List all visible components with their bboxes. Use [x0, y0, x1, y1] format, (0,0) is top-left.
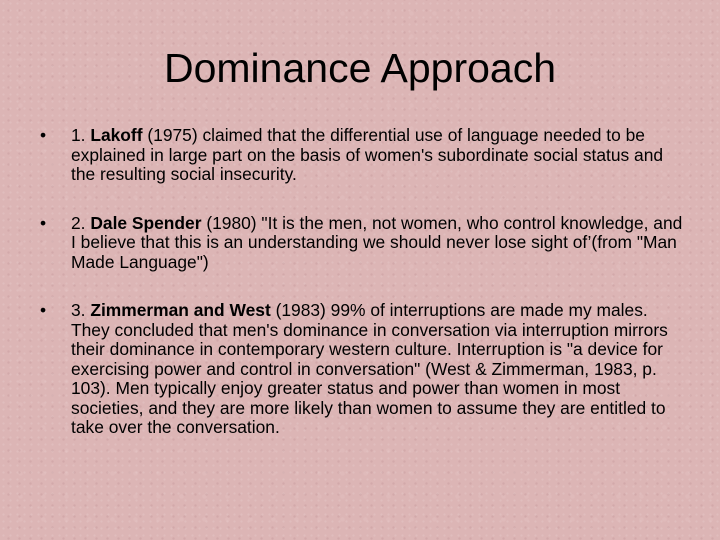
- bullet-item-zimmerman-west: [40, 301, 690, 438]
- bullet-list: [40, 126, 690, 467]
- bullet-dot-icon: •: [40, 125, 47, 145]
- bullet-item-spender: [40, 214, 690, 273]
- bullet-dot-icon: •: [40, 300, 47, 320]
- bullet-text: (1975) claimed that the differential use of language needed to be explained in large part on the basis of women's subordinate social status and the resulting social insecurity.: [71, 125, 664, 184]
- bullet-dot-icon: •: [40, 212, 47, 233]
- bullet-number: 1.: [71, 125, 91, 145]
- author-name: Zimmerman and West: [90, 300, 271, 320]
- bullet-text: (1980) "It is the men, not women, who control knowledge, and I believe that this is an understanding we should never lose sight of’(from "Man Made Language"): [71, 212, 683, 272]
- bullet-item-lakoff: [40, 126, 690, 185]
- bullet-number: 2.: [71, 212, 91, 233]
- slide-title: Dominance Approach: [163, 45, 557, 91]
- bullet-text: (1983) 99% of interruptions are made my males. They concluded that men's dominance in conversation via interruption mirrors their dominance in contemporary western culture. Interruption is "a device for exercising power and control in conversation" (West & Zimmerman, 1983, p. 103). Men typically enjoy greater status and power than women in most societies, and they are more likely than women to assume they are entitled to take over the conversation.: [71, 300, 668, 437]
- bullet-number: 3.: [71, 300, 91, 320]
- author-name: Dale Spender: [90, 212, 202, 233]
- author-name: Lakoff: [90, 125, 143, 145]
